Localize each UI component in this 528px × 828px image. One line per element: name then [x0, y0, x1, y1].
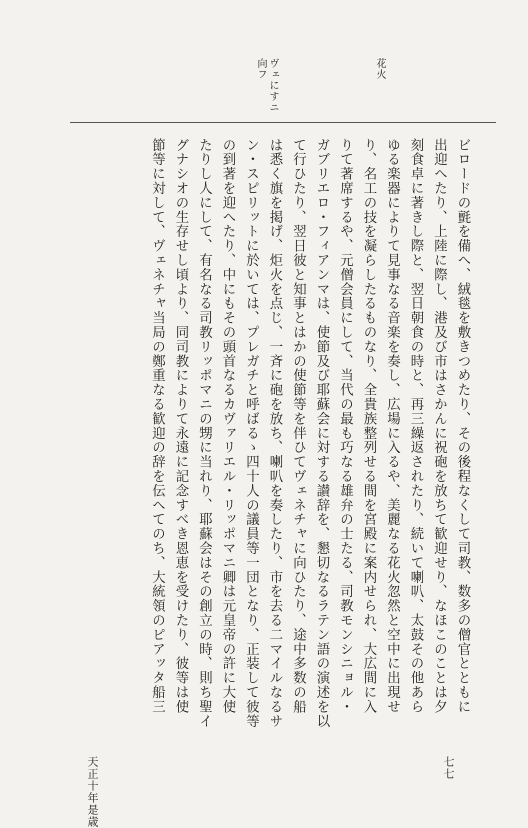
body-line-12: たりし人にして、有名なる司教リッポマニの甥に当れり、耶蘇会はその創立の時、則ち聖イ	[196, 138, 212, 729]
body-line-1: ビロードの氈を備へ、絨毯を敷きつめたり、その後程なくして司教、数多の僧官とともに	[455, 138, 470, 714]
body-text	[78, 138, 474, 738]
body-line-14: 節等に対して、ヴェネチャ当局の鄭重なる歓迎の辞を伝へてのち、大統領のピアッタ船三	[149, 138, 165, 714]
headnote-left	[254, 58, 278, 113]
body-line-4: ゆる楽器によりて見事なる音楽を奏し、広場に入るや、美麗なる花火忽然と空中に出現せ	[384, 138, 400, 714]
footer-era: 天正十年是歳	[86, 756, 99, 828]
headnote-right: 花火	[374, 58, 385, 80]
body-line-3: 刻食卓に著きし際と、翌日朝食の時と、再三繰返されたり、続いて喇叭、太鼓その他あら	[408, 138, 423, 714]
body-line-6: りて著席するや、元僧会員にして、当代の最も巧なる雄弁の士たる、司教モンシニョル・	[337, 138, 353, 714]
body-line-10: ン・スピリットに於いては、プレガチと呼ばるゝ四十人の議員等一団となり、正装して彼等	[243, 138, 259, 729]
body-line-8: て行ひたり、翌日彼と知事とはかの使節等を伴ひてヴェネチャに向ひたり、途中多数の船	[290, 138, 306, 714]
body-line-5: り、名工の技を凝らしたるものなり、全貴族整列せる間を宮殿に案内せられ、大広間に入	[361, 138, 376, 714]
page-number: 七七	[442, 756, 455, 780]
headnote-left-line-1: ヴェにすニ	[267, 58, 278, 113]
body-line-11: の到著を迎へたり、中にもその頭首なるカヴァリエル・リッポマニ卿は元皇帝の許に大使	[220, 138, 235, 714]
body-line-13: グナシオの生存せし頃より、同司教によりて永遠に記念すべき恩恵を受けたり、彼等は使	[173, 138, 188, 714]
body-line-7: ガブリエロ・フィアンマは、使節及び耶蘇会に対する讃辞を、懇切なるラテン語の演述を以	[314, 138, 329, 729]
body-line-9: は悉く旗を掲げ、炬火を点じ、一斉に砲を放ち、喇叭を奏したり、市を去る二マイルなるサ	[267, 138, 282, 729]
header-rule	[70, 122, 496, 123]
headnote-left-line-2: 向フ	[255, 58, 266, 80]
body-line-2: 出迎へたり、上陸に際し、港及び市はさかんに祝砲を放ちて歓迎せり、なほこのことは夕	[431, 138, 447, 714]
